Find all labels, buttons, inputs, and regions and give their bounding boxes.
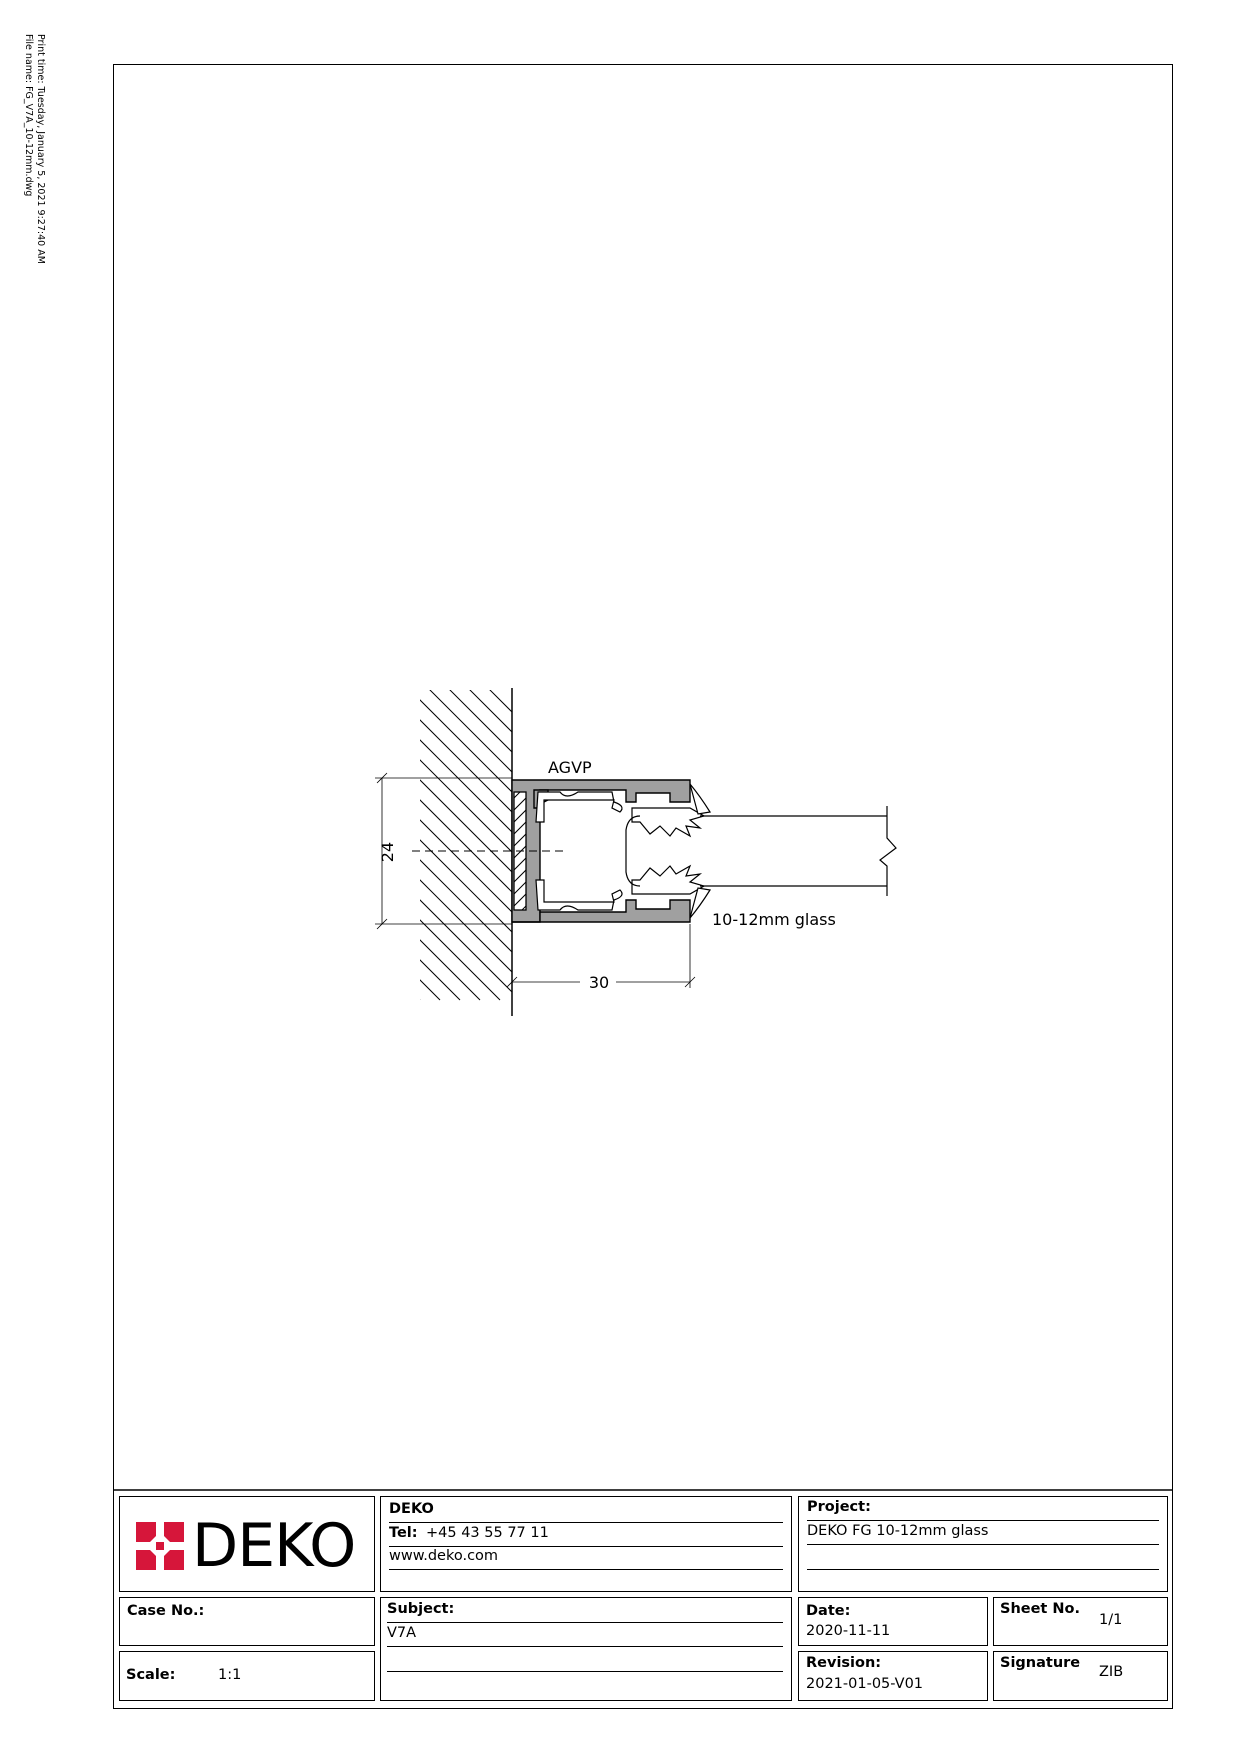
rule bbox=[807, 1520, 1159, 1521]
case-label: Case No.: bbox=[127, 1603, 205, 1619]
deko-logo-mark-icon bbox=[136, 1522, 184, 1570]
dimension-width-label: 30 bbox=[588, 973, 610, 992]
rule bbox=[389, 1569, 783, 1570]
project-value: DEKO FG 10-12mm glass bbox=[807, 1523, 989, 1539]
glass-label: 10-12mm glass bbox=[712, 910, 836, 929]
subject-label: Subject: bbox=[387, 1601, 455, 1617]
logo-wordmark: DEKO bbox=[192, 1511, 356, 1581]
subject-cell bbox=[380, 1597, 792, 1701]
signature-label: Signature bbox=[1000, 1655, 1081, 1671]
sheet-cell bbox=[993, 1597, 1168, 1646]
revision-cell bbox=[798, 1651, 988, 1701]
signature-cell bbox=[993, 1651, 1168, 1701]
website: www.deko.com bbox=[389, 1548, 499, 1564]
case-cell bbox=[119, 1597, 375, 1646]
file-name: File name: FG_V7A_10-12mm.dwg bbox=[23, 34, 34, 197]
dimension-height-label: 24 bbox=[378, 841, 397, 863]
scale-value: 1:1 bbox=[218, 1667, 242, 1683]
subject-value: V7A bbox=[387, 1625, 417, 1641]
rule bbox=[807, 1569, 1159, 1570]
scale-label: Scale: bbox=[126, 1667, 176, 1683]
rule bbox=[387, 1646, 783, 1647]
tel-value: +45 43 55 77 11 bbox=[426, 1525, 549, 1541]
rule bbox=[389, 1522, 783, 1523]
rule bbox=[389, 1546, 783, 1547]
date-cell bbox=[798, 1597, 988, 1646]
rule bbox=[807, 1544, 1159, 1545]
project-label: Project: bbox=[807, 1499, 871, 1515]
sheet-value: 1/1 bbox=[1099, 1612, 1123, 1628]
profile-cavity-top bbox=[536, 792, 622, 822]
scale-cell bbox=[119, 1651, 375, 1701]
profile-cavity-bottom bbox=[536, 880, 622, 910]
company-name: DEKO bbox=[389, 1501, 434, 1517]
glass-pane bbox=[700, 806, 896, 896]
project-cell bbox=[798, 1496, 1168, 1592]
signature-value: ZIB bbox=[1099, 1664, 1124, 1680]
print-time: Print time: Tuesday, January 5, 2021 9:27:40 AM bbox=[35, 34, 46, 264]
deko-logo bbox=[136, 1511, 356, 1581]
revision-value: 2021-01-05-V01 bbox=[806, 1676, 924, 1692]
glass-channel bbox=[626, 816, 640, 886]
tel-label: Tel: bbox=[389, 1525, 418, 1541]
date-label: Date: bbox=[806, 1603, 851, 1619]
revision-label: Revision: bbox=[806, 1655, 882, 1671]
logo-cell bbox=[119, 1496, 375, 1592]
sheet-label: Sheet No. bbox=[1000, 1601, 1081, 1617]
date-value: 2020-11-11 bbox=[806, 1623, 891, 1639]
rule bbox=[387, 1622, 783, 1623]
rule bbox=[387, 1671, 783, 1672]
profile-label: AGVP bbox=[548, 758, 592, 777]
company-cell bbox=[380, 1496, 792, 1592]
